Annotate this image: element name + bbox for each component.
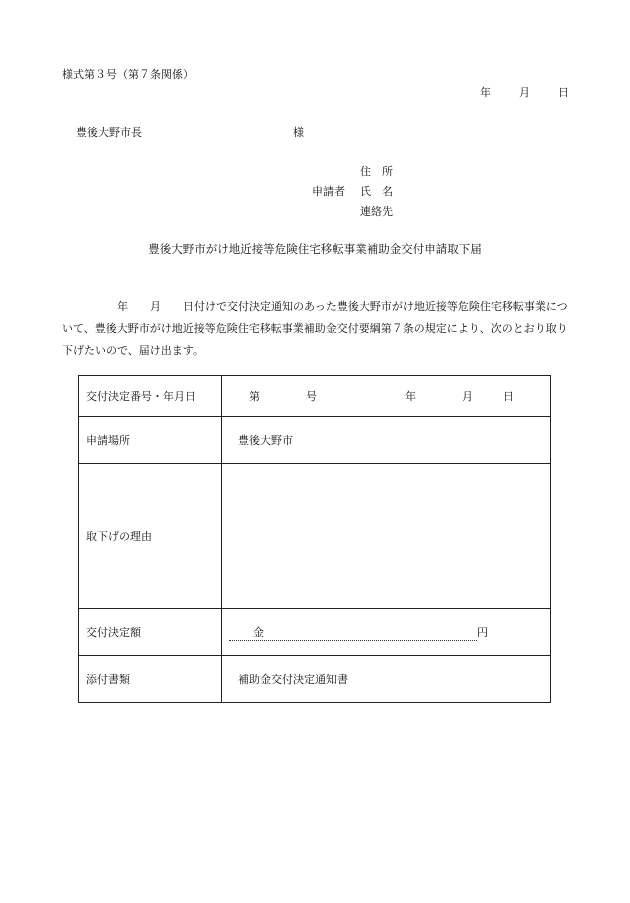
- en-label: 円: [477, 625, 488, 639]
- table-row: [79, 417, 551, 464]
- addressee: 豊後大野市長: [76, 126, 142, 139]
- document-title: 豊後大野市がけ地近接等危険住宅移転事業補助金交付申請取下届: [148, 242, 482, 256]
- kin-label: 金: [253, 625, 264, 639]
- grant-amount-cell[interactable]: [222, 609, 551, 656]
- applicant-block: [312, 163, 420, 223]
- date-year-label: 年: [480, 86, 491, 99]
- applicant-label: 申請者: [312, 185, 345, 198]
- withdrawal-reason-header: 取下げの理由: [79, 464, 222, 609]
- date-day-label: 日: [558, 86, 569, 99]
- withdrawal-reason-value[interactable]: [222, 464, 551, 609]
- amount-line[interactable]: [229, 624, 477, 641]
- address-label: 住 所: [360, 165, 393, 178]
- submission-date: [480, 84, 569, 100]
- honorific: 様: [293, 126, 304, 139]
- table-row: [79, 376, 551, 417]
- table-row: [79, 609, 551, 656]
- name-label: 氏 名: [360, 185, 393, 198]
- application-place-header: 申請場所: [79, 417, 222, 464]
- body-line: 下げたいので、届け出ます。: [62, 344, 204, 357]
- attachments-header: 添付書類: [79, 656, 222, 703]
- body-line: いて、豊後大野市がけ地近接等危険住宅移転事業補助金交付要綱第７条の規定により、次のとおり取り: [62, 322, 568, 335]
- application-place-value[interactable]: 豊後大野市: [222, 417, 551, 464]
- attachments-value: 補助金交付決定通知書: [222, 656, 551, 703]
- contact-label: 連絡先: [360, 205, 393, 218]
- table-row: [79, 656, 551, 703]
- form-table: [78, 375, 551, 703]
- decision-number-header: 交付決定番号・年月日: [79, 376, 222, 417]
- table-row: [79, 464, 551, 609]
- grant-amount-header: 交付決定額: [79, 609, 222, 656]
- body-text: [62, 296, 574, 362]
- decision-number-cell[interactable]: 第 号 年 月 日: [222, 376, 551, 417]
- date-month-label: 月: [519, 86, 530, 99]
- body-line: 年 月 日付けで交付決定通知のあった豊後大野市がけ地近接等危険住宅移転事業につ: [62, 300, 568, 313]
- form-number: 様式第３号（第７条関係）: [62, 68, 194, 81]
